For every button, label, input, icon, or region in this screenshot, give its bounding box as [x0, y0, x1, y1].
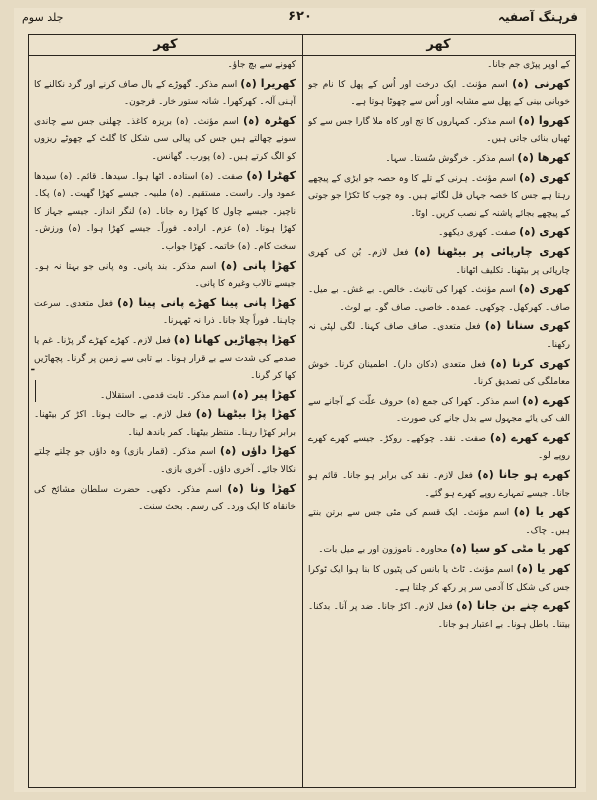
page-number: ۶۲۰	[288, 9, 312, 24]
dictionary-entry	[308, 392, 570, 429]
dictionary-entry	[308, 597, 570, 634]
entry-definition: اسم مذکر۔ (قمار بازی) وہ داؤں جو چلتے چلتے نکالا جائے۔ آخری داؤں۔ آخری بازی۔	[34, 447, 296, 476]
dictionary-entry	[34, 57, 296, 75]
entry-headword: کھر یا (ہ)	[516, 562, 570, 576]
entry-definition: فعل متعدی (دکان دار)۔ اطمینان کرنا۔ خوش معاملگی کی تصدیق کرنا۔	[308, 359, 570, 388]
entry-headword: کھریرا (ہ)	[240, 76, 296, 90]
dictionary-entry	[308, 169, 570, 224]
dictionary-entry	[34, 75, 296, 112]
entry-definition: صفت۔ نقد۔ چوکھے۔ روکڑ۔ جیسے کھرے کھرے روپے لو۔	[308, 433, 570, 462]
dictionary-entry	[34, 294, 296, 331]
dictionary-entry	[34, 405, 296, 442]
entry-headword: کھر یا (ہ)	[513, 505, 570, 519]
entry-headword: کھر یا مٹی کو سیا (ہ)	[450, 542, 570, 556]
entry-definition: اسم مذکر۔ دکھی۔ حضرت سلطان مشائخ کی خانقاہ کا ایک ورد۔ کی رسم۔ بحث سنت۔	[34, 484, 296, 513]
entry-definition: فعل لازم۔ نقد کی برابر ہو جانا۔ قائم ہو جانا۔ جیسے تمہارے روپے کھرے ہو گئے۔	[308, 471, 570, 499]
entry-headword: کھری سنانا (ہ)	[484, 319, 570, 333]
entry-headword: کھڑا پڑا بیٹھنا (ہ)	[195, 407, 296, 421]
entry-headword: کھڑا پچھاڑیں کھانا (ہ)	[173, 332, 296, 346]
entry-definition: اسم مذکر۔ کھرا کی جمع (ہ) حروف علّت کے آجانے سے الف کی یائے مجہول سے بدل جانے کی صورت۔	[308, 396, 570, 425]
entry-headword: کھڑا پانی پینا کھڑے پانی پینا (ہ)	[117, 295, 296, 309]
entry-headword: کھٹرا (ہ)	[246, 168, 296, 182]
entry-definition: فعل لازم۔ بے حالت ہونا۔ اکڑ کر بیٹھنا۔ برابر کھڑا رہنا۔ منتظر بیٹھنا۔ کمر باندھ لینا۔	[34, 410, 296, 438]
entry-definition: اسم مؤنث۔ ٹاٹ یا بانس کی پٹیوں کا بنا ہوا ایک ٹوکرا جس کی شکل کا آدمی سر پر رکھ کر چلتا ہے۔	[308, 565, 570, 593]
entry-definition: اسم مذکر۔ خرگوش سُستا۔ سہا۔	[385, 153, 515, 164]
dictionary-entry	[34, 167, 296, 257]
entry-headword: کھری چارپائی پر بیٹھنا (ہ)	[414, 244, 570, 258]
entry-definition: صفت۔ (ہ) استادہ۔ اٹھا ہوا۔ سیدھا۔ قائم۔ (ہ) سیدھا عمود وار۔ راست۔ مستقیم۔ (ہ) ملبیہ۔ جیسے کھڑا گھیت۔ (ہ) پکا۔ ناچیز۔ جیسے چاول کا کھڑا رہ جانا۔ (ہ) لنگر انداز۔ جیسے جہاز کا کھڑا ہونا۔ (ہ) عزم۔ ارادہ۔ فوراً۔ جیسے کھڑا ہوا۔ (ہ) ورزش۔ سخت کام۔ (ہ) خاتمہ۔ کھڑا جواب۔	[34, 171, 296, 252]
left-column-heading: کھر	[29, 35, 302, 56]
entry-headword: کھری (ہ)	[518, 170, 570, 184]
dictionary-entry	[308, 355, 570, 392]
entry-headword: کھڑا پانی (ہ)	[220, 258, 296, 272]
dictionary-entry	[308, 280, 570, 317]
dictionary-entry	[308, 149, 570, 169]
dictionary-entry	[34, 386, 296, 406]
dictionary-entry	[34, 480, 296, 517]
entry-definition: اسم مؤنث۔ ایک درخت اور اُس کے پھل کا نام جو خوبانی بینی کے پھل سے مشابہ اور اُس سے چھوٹا ہوتا ہے۔	[308, 79, 570, 108]
dictionary-entry	[308, 560, 570, 597]
entry-headword: کھڑا داؤں (ہ)	[219, 444, 296, 458]
left-column	[34, 57, 296, 781]
dictionary-entry	[308, 540, 570, 560]
entry-definition: اسم مؤنث۔ کھرا کی تانیث۔ خالص۔ بے غش۔ بے میل۔ صاف۔ کھرکھل۔ چوکھی۔ عمدہ۔ خاصی۔ صاف گو۔ بے لوث۔	[308, 285, 570, 313]
entry-definition: اسم مذکر۔ ثابت قدمی۔ استقلال۔	[99, 390, 230, 401]
dictionary-entry	[34, 257, 296, 294]
right-column	[308, 57, 570, 781]
entry-headword: کھروا (ہ)	[518, 113, 570, 127]
dictionary-entry	[308, 317, 570, 354]
entry-definition: فعل متعدی۔ سرعت چاہنا۔ فوراً چلا جانا۔ ذرا نہ ٹھہرنا۔	[34, 298, 296, 327]
entry-headword: کھڑا پیر (ہ)	[232, 387, 296, 401]
dictionary-entry	[34, 442, 296, 479]
entry-definition: فعل متعدی۔ صاف صاف کہنا۔ لگی لپٹی نہ رکھنا۔	[308, 322, 570, 350]
book-title: فرہنگ آصفیہ	[498, 10, 578, 24]
column-divider	[302, 35, 303, 787]
entry-definition: اسم مؤنث۔ (ہ) بریزہ کاغذ۔ چھلنی جس سے چاندی سونے چھالتے ہیں جس کی پیالی سی شکل کا گلٹ کے چھوٹے ریزوں کو الگ کرتے ہیں۔ (ہ) پورب۔ گھانس۔	[34, 116, 296, 162]
entry-definition: اسم مذکر۔ کمہاروں کا تج اور کاہ ملا گارا جس سے کو ٹھیاں بنائی جاتی ہیں۔	[308, 116, 570, 145]
dictionary-entry	[308, 112, 570, 149]
entry-headword: کھرے (ہ)	[522, 393, 570, 407]
entry-headword: کھڑا ونا (ہ)	[227, 481, 296, 495]
entry-definition: کھونے سے بچ جاؤ۔	[227, 60, 296, 70]
entry-headword: کھٹرہ (ہ)	[242, 113, 296, 127]
entry-definition: فعل لازم۔ اکڑ جانا۔ ضد پر آنا۔ بدکنا۔ بیتنا۔ باطل ہونا۔ بے اعتبار ہو جانا۔	[308, 602, 570, 630]
dictionary-entry	[308, 57, 570, 75]
entry-definition: اسم مذکر۔ بند پانی۔ وہ پانی جو بہتا نہ ہو۔ جیسے تالاب وغیرہ کا پانی۔	[34, 261, 296, 290]
dictionary-entry	[308, 223, 570, 243]
entry-headword: کھرے چنے بن جانا (ہ)	[456, 599, 570, 613]
entry-definition: اسم مؤنث۔ ہرنی کے تلے کا وہ حصہ جو ایڑی کے پیچھے رہتا ہے جس کا خصہ جہاں فل لگاتے ہیں۔ وہ چوب کا ٹکڑا جو جوتی کے پیچھے بجائے پاشنہ کے نصب کریں۔ اوٹا۔	[308, 173, 570, 219]
entry-headword: کھرنی (ہ)	[512, 76, 570, 90]
dictionary-entry	[308, 75, 570, 112]
dictionary-entry	[308, 243, 570, 280]
entry-definition: اسم مؤنث۔ ایک قسم کی مٹی جس سے برتن بنتے ہیں۔ چاک۔	[308, 508, 570, 536]
dictionary-entry	[308, 503, 570, 540]
margin-line	[35, 380, 36, 402]
dictionary-entry	[34, 331, 296, 386]
entry-headword: کھری کرنا (ہ)	[490, 356, 570, 370]
entry-headword: کھری (ہ)	[518, 282, 570, 296]
dictionary-entry	[34, 112, 296, 167]
entry-definition: کے اوپر پپڑی جم جانا۔	[487, 60, 570, 70]
entry-headword: کھرھا (ہ)	[517, 150, 570, 164]
margin-mark: ۔	[29, 359, 37, 374]
entry-headword: کھری (ہ)	[519, 225, 570, 239]
entry-headword: کھرے کھرے (ہ)	[489, 430, 570, 444]
right-column-heading: کھر	[302, 35, 575, 56]
entry-definition: اسم مذکر۔ گھوڑے کے بال صاف کرنے اور گرد نکالنے کا آہنی آلہ۔ کھرکھرا۔ شانہ ستور خار۔ فرجون۔	[34, 79, 296, 108]
page-header	[14, 8, 586, 30]
entry-definition: محاورہ۔ ناموزون اور بے میل بات۔	[318, 545, 448, 556]
entry-definition: فعل لازم۔ بُن کی کھری چارپائی پر بیٹھنا۔ تکلیف اٹھانا۔	[308, 247, 570, 276]
dictionary-entry	[308, 466, 570, 503]
dictionary-entry	[308, 429, 570, 466]
entry-definition: صفت۔ کھری دیکھو۔	[438, 228, 517, 239]
dictionary-page	[14, 8, 586, 792]
entry-definition: فعل لازم۔ کھڑے کھڑے گر پڑنا۔ غم یا صدمے کی شدت سے بے قرار ہونا۔ بے تابی سے زمین پر گرنا۔ پچھاڑیں کھا کر گرنا۔	[34, 335, 296, 382]
content-frame	[28, 34, 576, 788]
volume-label: جلد سوم	[22, 11, 64, 24]
entry-headword: کھرے ہو جانا (ہ)	[477, 468, 570, 482]
